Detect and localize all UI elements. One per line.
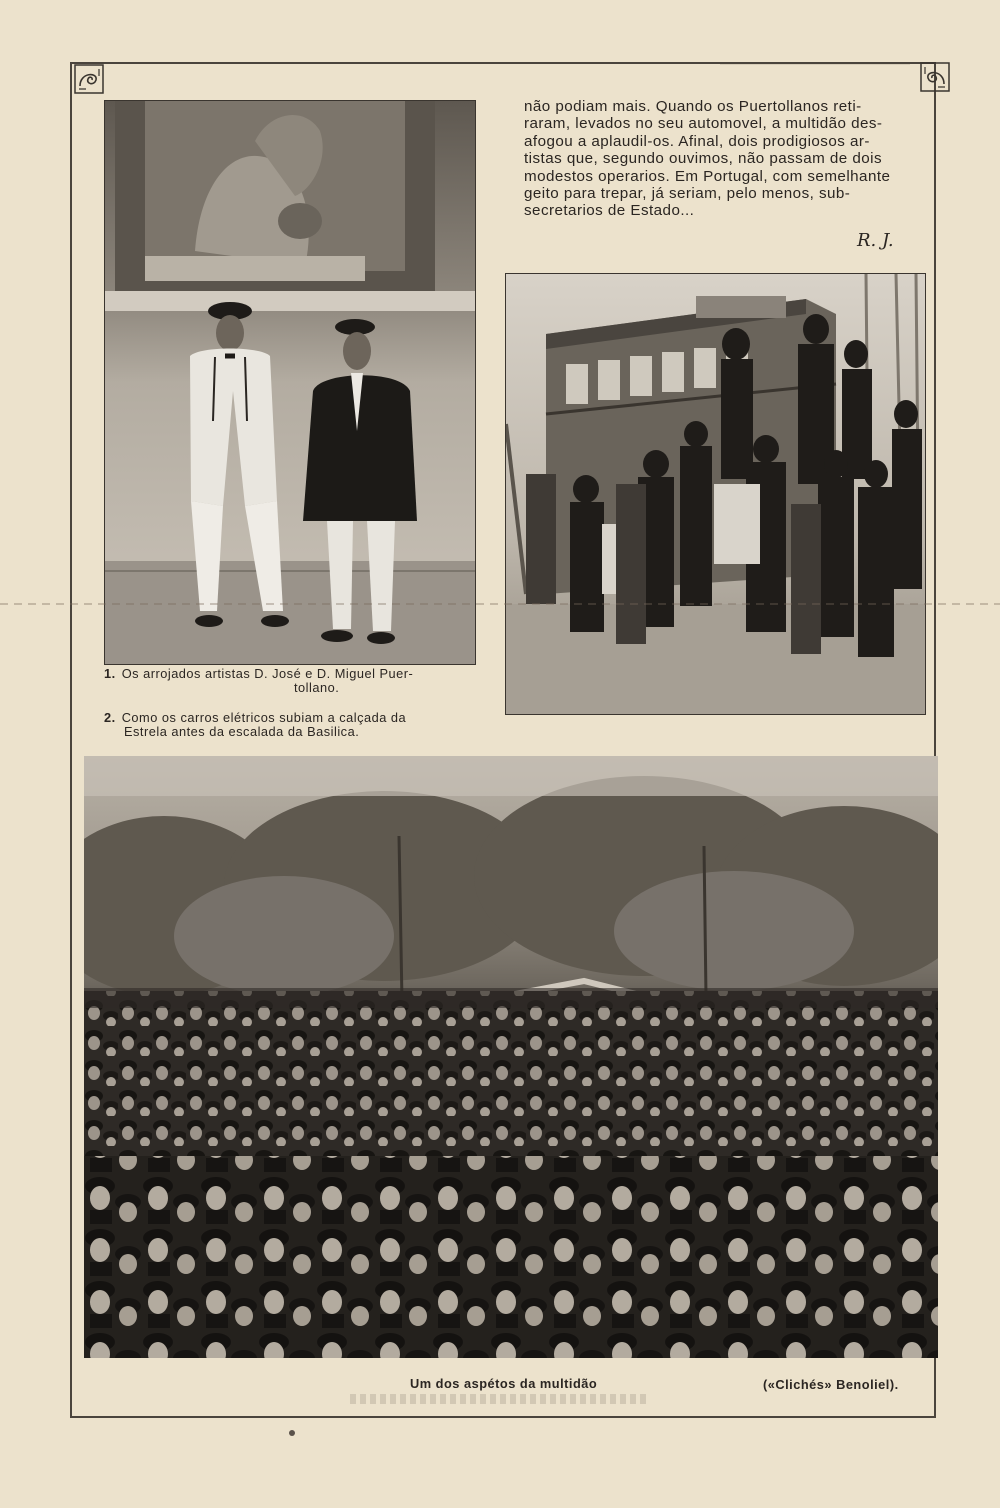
ink-dot xyxy=(289,1430,295,1436)
caption-2-line1: Como os carros elétricos subiam a calçada da xyxy=(121,710,407,725)
article-line: tistas que, segundo ouvimos, não passam de dois xyxy=(524,150,883,168)
page-fold-line xyxy=(0,603,1000,605)
author-signature: R. J. xyxy=(857,230,894,251)
photo-acrobats xyxy=(104,100,476,665)
bleed-through-text xyxy=(350,1394,650,1404)
ornament-icon xyxy=(74,64,104,94)
ornament-icon xyxy=(920,62,950,92)
caption-2-number: 2. xyxy=(104,710,116,725)
crowd-caption: Um dos aspétos da multidão xyxy=(410,1376,598,1391)
caption-1-line1: Os arrojados artistas D. José e D. Miguel Puer- xyxy=(121,666,414,681)
article-text xyxy=(524,98,916,220)
photo-credit: («Clichés» Benoliel). xyxy=(763,1377,899,1392)
photo-captions xyxy=(104,667,480,739)
caption-1-line2: tollano. xyxy=(294,680,340,695)
article-line: geito para trepar, já seriam, pelo menos, sub- xyxy=(524,185,851,203)
caption-2 xyxy=(104,711,480,739)
article-line: afogou a aplaudil-os. Afinal, dois prodigiosos ar- xyxy=(524,132,870,150)
photo-tram-crowd xyxy=(505,273,926,715)
article-line: modestos operarios. Em Portugal, com semelhante xyxy=(524,167,891,185)
article-line: não podiam mais. Quando os Puertollanos reti- xyxy=(524,98,862,115)
caption-2-line2: Estrela antes da escalada da Basilica. xyxy=(124,724,360,739)
caption-1 xyxy=(104,667,480,695)
bleed-through-line xyxy=(720,64,910,81)
article-line: raram, levados no seu automovel, a multidão des- xyxy=(524,115,883,133)
photo-crowd xyxy=(84,756,938,1358)
caption-1-number: 1. xyxy=(104,666,116,681)
article-line: secretarios de Estado... xyxy=(524,202,695,220)
